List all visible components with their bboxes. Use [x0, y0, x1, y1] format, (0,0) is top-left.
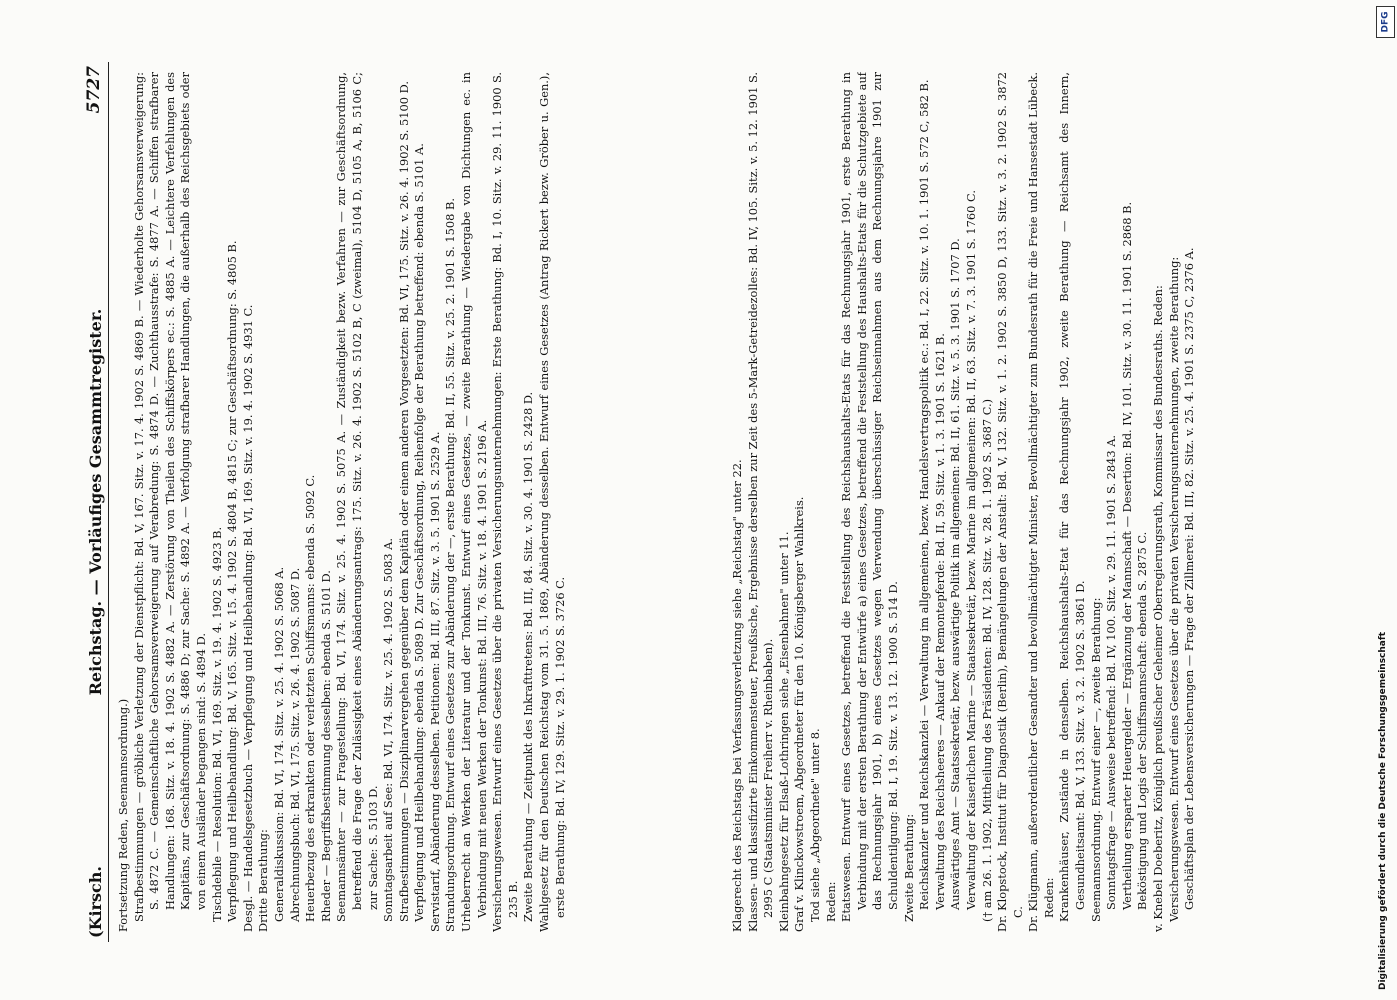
- list-item: Seemannsordnung. Entwurf einer —, zweite Berathung:: [1088, 597, 1103, 922]
- list-item: v. Knebel Doeberitz, Königlich preußischer Geheimer Oberregierungsrath, Kommissar des Bundesraths. Reden:: [1151, 285, 1166, 932]
- list-item: Reden:: [823, 881, 838, 922]
- list-item: Versicherungswesen. Entwurf eines Gesetzes über die privaten Versicherungsunternehmungen, zweite Berathung:: [1166, 256, 1181, 922]
- list-item: Kleinbahngesetz für Elsaß-Lothringen siehe „Eisenbahnen" unter 11.: [776, 531, 791, 932]
- rotated-page: [82, 62, 1377, 942]
- list-item: Verwaltung des Reichsheeres — Ankauf der Remontepferde: Bd. II, 59. Sitz. v. 1. 3. 1901 S. 1621 B.: [932, 333, 947, 910]
- page-number: 5727: [84, 66, 104, 114]
- list-item: Beköstigung und Logis der Schiffsmannschaft: ebenda S. 2875 C.: [1135, 531, 1150, 910]
- list-item: Vertheilung ersparter Heuergelder — Ergänzung der Mannschaft — Desertion: Bd. IV, 101. Sitz. v. 30. 11. 1901 S. 2868 B.: [1119, 201, 1134, 910]
- list-item: Graf v. Klinckowstroem, Abgeordneter für den 10. Königsberger Wahlkreis.: [792, 496, 807, 932]
- dfg-logo: [1376, 6, 1395, 38]
- list-item: Dr. Klopstock, Institut für Diagnostik (Berlin), Bemängelungen der Anstalt: Bd. V, 132. Sitz. v. 1. 2. 1902 S. 3850 D, 133. Sitz. v. 3. 2. 1902 S. 3872 C.: [995, 72, 1025, 932]
- list-item: Rheder — Begriffsbestimmung desselben: ebenda S. 5101 D.: [318, 570, 333, 922]
- list-item: Sonntagsfrage — Ausweise betreffend: Bd. IV, 100. Sitz. v. 29. 11. 1901 S. 2843 A.: [1104, 434, 1119, 910]
- list-item: Seemannsämter — zur Fragestellung: Bd. VI, 174. Sitz. v. 25. 4. 1902 S. 5075 A. — Zuständigkeit bezw. Verfahren — zur Geschäftsordnung, betreffend die Frage der Zulässigkeit eines Abänderungsantrags: 175. Sitz. v. 26. 4. 1902 S. 5102 B, C (zweimal), 5104 D, 5105 A, B, 5106 C; zur Sache: S. 5103 D.: [334, 72, 380, 922]
- list-item: Verpflegung und Heilbehandlung: Bd. V, 165. Sitz. v. 15. 4. 1902 S. 4804 B, 4815 C; zur Geschäftsordnung: S. 4805 B.: [225, 240, 240, 922]
- list-item: Reichskanzler und Reichskanzlei — Verwaltung im allgemeinen, bezw. Handelsvertragspolitik ec.: Bd. I, 22. Sitz. v. 10. 1. 1901 S. 572 C, 582 B.: [917, 79, 932, 910]
- list-item: Zweite Berathung — Zeitpunkt des Inkrafttretens: Bd. III, 84. Sitz. v. 30. 4. 1901 S. 2428 D.: [521, 391, 536, 922]
- list-item: Verpflegung und Heilbehandlung: ebenda S. 5089 D. Zur Geschäftsordnung, Reihenfolge der Berathung betreffend: ebenda S. 5101 A.: [412, 143, 427, 922]
- list-item: Desgl. — Handelsgesetzbuch — Verpflegung und Heilbehandlung: Bd. VI, 169. Sitz. v. 19. 4. 1902 S. 4931 C.: [240, 304, 255, 932]
- list-item: Auswärtiges Amt — Staatssekretär, bezw. auswärtige Politik im allgemeinen: Bd. II, 61. Sitz. v. 5. 3. 1901 S. 1707 D.: [948, 238, 963, 910]
- header-left: (Kirsch.: [86, 866, 105, 938]
- list-item: Strafbestimmungen — gröbliche Verletzung der Dienstpflicht: Bd. V, 167. Sitz. v. 17. 4. 1902 S. 4869 B. — Wiederholte Gehorsamsverweigerung: S. 4872 C. — Gemeinschaftliche Gehorsamsverweigerung auf Verabredung: S. 4874 D. — Zuchthausstrafe: S. 4877 A. — Schiffen strafbarer Handlungen: 168. Sitz. v. 18. 4. 1902 S. 4882 A. — Zerstörung von Theilen des Schiffskörpers ec.: S. 4885 A. — Leichtere Verfehlungen des Kapitäns, zur Geschäftsordnung: S. 4886 D; zur Sache: S. 4892 A. — Verfolgung strafbarer Handlungen, die außerhalb des Reichsgebiets oder von einem Ausländer begangen sind: S. 4894 D.: [131, 72, 208, 922]
- list-item: Wahlgesetz für den Deutschen Reichstag vom 31. 5. 1869, Abänderung desselben. Entwurf eines Gesetzes (Antrag Rickert bezw. Gröber u. Gen.), erste Berathung: Bd. IV, 129. Sitz. v. 29. 1. 1902 S. 3726 C.: [537, 72, 567, 932]
- list-item: Zweite Berathung:: [901, 813, 916, 922]
- list-item: Fortsetzung Reden, Seemannsordnung.): [116, 698, 130, 932]
- column-right: [730, 72, 1300, 932]
- column-left: [116, 72, 686, 932]
- list-item: Servistarif, Abänderung desselben. Petitionen: Bd. III, 87. Sitz. v. 3. 5. 1901 S. 2529 A.: [427, 431, 442, 932]
- list-item: Verwaltung der Kaiserlichen Marine — Staatssekretär, bezw. Marine im allgemeinen: Bd. II, 63. Sitz. v. 7. 3. 1901 S. 1760 C.: [963, 190, 978, 910]
- list-item: Klagerecht des Reichstags bei Verfassungsverletzung siehe „Reichstag" unter 22.: [730, 459, 744, 932]
- list-item: Urheberrecht an Werken der Literatur und der Tonkunst. Entwurf eines Gesetzes, — zweite Berathung — Wiedergabe von Dichtungen ec. in Verbindung mit neuen Werken der Tonkunst: Bd. III, 76. Sitz. v. 18. 4. 1901 S. 2196 A.: [459, 72, 489, 932]
- list-item: Geschäftsplan der Lebensversicherungen — Frage der Zillmerei: Bd. III, 82. Sitz. v. 25. 4. 1901 S. 2375 C, 2376 A.: [1182, 247, 1197, 910]
- list-item: Tod siehe „Abgeordnete" unter 8.: [807, 728, 822, 922]
- list-item: Tischdebile — Resolution: Bd. VI, 169. Sitz. v. 19. 4. 1902 S. 4923 B.: [209, 526, 224, 922]
- list-item: Etatswesen. Entwurf eines Gesetzes, betreffend die Feststellung des Reichshaushalts-Etats für das Rechnungsjahr 1901, erste Berathung in Verbindung mit der ersten Berathung der Entwürfe a) eines Gesetzes, betreffend die Feststellung des Haushalts-Etats für die Schutzgebiete auf das Rechnungsjahr 1901, b) eines Gesetzes wegen Verwendung überschüssiger Reichseinnahmen aus dem Rechnungsjahre 1901 zur Schuldentilgung: Bd. I, 19. Sitz. v. 13. 12. 1900 S. 514 D.: [839, 72, 900, 922]
- list-item: Strafbestimmungen — Disziplinarvergehen gegenüber dem Kapitän oder einem anderen Vorgesetzten: Bd. VI, 175. Sitz. v. 26. 4. 1902 S. 5100 D.: [396, 81, 411, 922]
- list-item: Dr. Klügmann, außerordentlicher Gesandter und bevollmächtigter Minister, Bevollmächtigter zum Bundesrath für die Freie und Hansestadt Lübeck. Reden:: [1026, 72, 1056, 932]
- dfg-logo-text: DFG: [1380, 11, 1391, 33]
- list-item: († am 26. 1. 1902, Mittheilung des Präsidenten: Bd. IV, 128. Sitz. v. 28. 1. 1902 S. 3687 C.): [979, 398, 994, 922]
- page-header: [82, 62, 109, 942]
- list-item: Sonntagsarbeit auf See: Bd. VI, 174. Sitz. v. 25. 4. 1902 S. 5083 A.: [381, 537, 396, 922]
- list-item: Heuerbezug des erkrankten oder verletzten Schiffsmanns: ebenda S. 5092 C.: [303, 474, 318, 922]
- list-item: Versicherungswesen. Entwurf eines Gesetzes über die privaten Versicherungsunternehmungen: Erste Berathung: Bd. I, 10. Sitz. v. 29. 11. 1900 S. 235 B.: [490, 72, 520, 932]
- list-item: Klassen- und klassifizirte Einkommensteuer, Preußische, Ergebnisse derselben zur Zeit des 5-Mark-Getreidezolles: Bd. IV, 105. Sitz. v. 5. 12. 1901 S. 2995 C (Staatsminister Freiherr v. Rheinbaben).: [745, 72, 776, 932]
- list-item: Strandungsordnung. Entwurf eines Gesetzes zur Abänderung der —, erste Berathung: Bd. II, 55. Sitz. v. 25. 2. 1901 S. 1508 B.: [443, 198, 458, 932]
- list-item: Generaldiskussion: Bd. VI, 174. Sitz. v. 25. 4. 1902 S. 5068 A.: [271, 566, 286, 922]
- digitization-credit: Digitalisierung gefördert durch die Deutsche Forschungsgemeinschaft: [1378, 631, 1388, 990]
- running-title: Reichstag. — Vorläufiges Gesammtregister.: [86, 308, 105, 696]
- list-item: Abrechnungsbuch: Bd. VI, 175. Sitz. v. 26. 4. 1902 S. 5087 D.: [287, 567, 302, 922]
- list-item: Dritte Berathung:: [256, 829, 271, 932]
- list-item: Krankenhäuser, Zustände in denselben. Reichshaushalts-Etat für das Rechnungsjahr 1902, zweite Berathung — Reichsamt des Innern, Gesundheitsamt: Bd. V, 133. Sitz. v. 3. 2. 1902 S. 3861 D.: [1057, 72, 1088, 922]
